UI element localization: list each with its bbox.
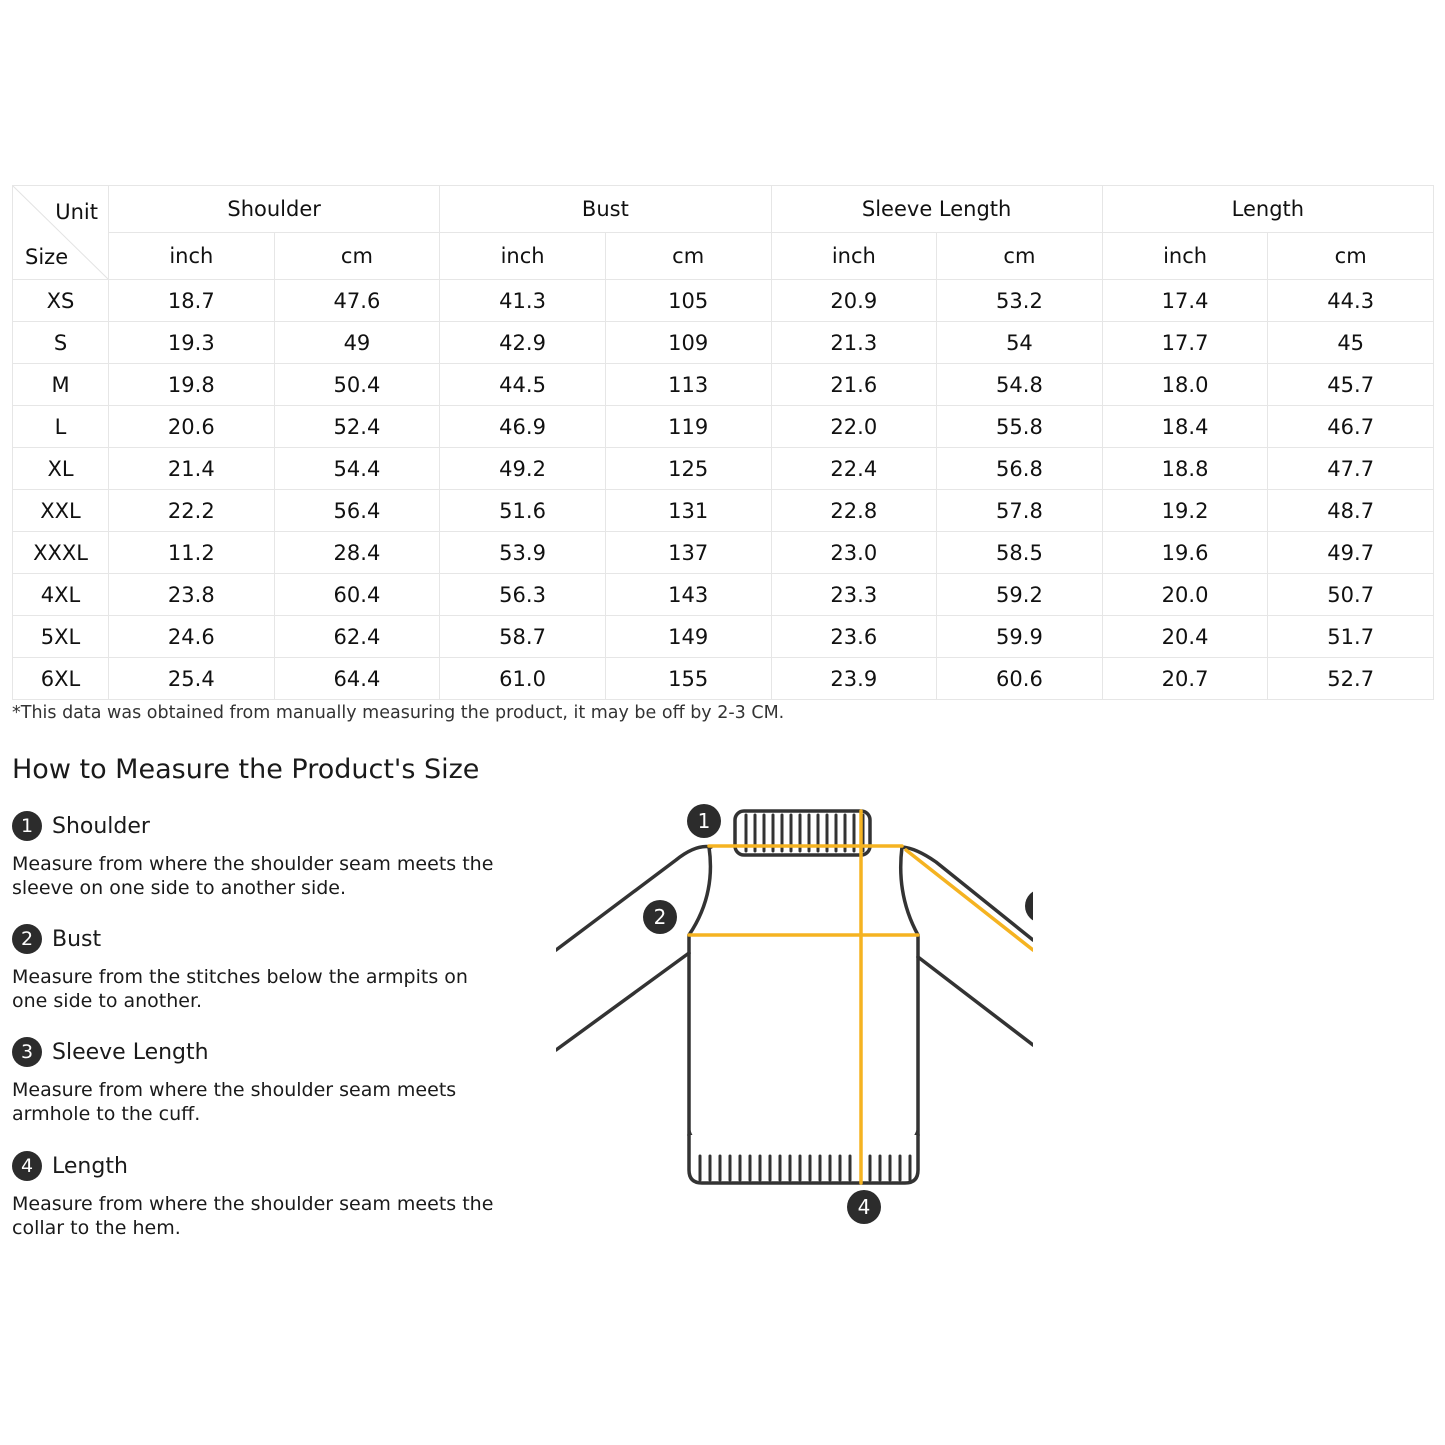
measurement-cell: 58.7 — [440, 616, 606, 658]
measurement-cell: 113 — [605, 364, 771, 406]
size-label-cell: XL — [13, 448, 109, 490]
measurement-cell: 47.6 — [274, 280, 440, 322]
measurement-cell: 21.6 — [771, 364, 937, 406]
measurement-cell: 23.3 — [771, 574, 937, 616]
measurement-cell: 58.5 — [937, 532, 1103, 574]
group-header-shoulder: Shoulder — [109, 186, 440, 233]
measurement-cell: 45 — [1268, 322, 1434, 364]
step-number-badge: 3 — [12, 1037, 42, 1067]
group-header-bust: Bust — [440, 186, 771, 233]
table-row — [13, 322, 1434, 364]
measurement-cell: 19.2 — [1102, 490, 1268, 532]
measurement-cell: 17.7 — [1102, 322, 1268, 364]
measurement-cell: 44.3 — [1268, 280, 1434, 322]
hem-band — [689, 1135, 918, 1183]
group-header-row — [13, 186, 1434, 233]
table-row — [13, 532, 1434, 574]
measurement-cell: 52.7 — [1268, 658, 1434, 700]
measurement-cell: 60.4 — [274, 574, 440, 616]
measurement-cell: 11.2 — [109, 532, 275, 574]
table-row — [13, 616, 1434, 658]
table-row — [13, 658, 1434, 700]
step-title: Bust — [52, 926, 102, 952]
marker-3-partial — [1025, 889, 1033, 923]
measurement-cell: 20.7 — [1102, 658, 1268, 700]
marker-1-label: 1 — [697, 809, 711, 833]
measurement-cell: 60.6 — [937, 658, 1103, 700]
measurement-cell: 119 — [605, 406, 771, 448]
measurement-cell: 125 — [605, 448, 771, 490]
corner-size-label: Size — [25, 245, 69, 269]
measurement-cell: 54.8 — [937, 364, 1103, 406]
unit-header: cm — [937, 233, 1103, 280]
unit-header: inch — [1102, 233, 1268, 280]
measurement-cell: 41.3 — [440, 280, 606, 322]
group-header-sleeve-length: Sleeve Length — [771, 186, 1102, 233]
step-sleeve-length — [12, 1036, 512, 1126]
size-label-cell: XS — [13, 280, 109, 322]
measurement-cell: 17.4 — [1102, 280, 1268, 322]
step-number-badge: 4 — [12, 1151, 42, 1181]
unit-header: cm — [1268, 233, 1434, 280]
measurement-cell: 28.4 — [274, 532, 440, 574]
marker-4-label: 4 — [857, 1195, 871, 1219]
measurement-cell: 42.9 — [440, 322, 606, 364]
measurement-cell: 20.4 — [1102, 616, 1268, 658]
measurement-cell: 19.8 — [109, 364, 275, 406]
size-label-cell: XXL — [13, 490, 109, 532]
step-number-badge: 1 — [12, 811, 42, 841]
measurement-cell: 54 — [937, 322, 1103, 364]
left-sleeve-bottom — [556, 953, 689, 1050]
measurement-cell: 19.6 — [1102, 532, 1268, 574]
measurement-cell: 23.0 — [771, 532, 937, 574]
size-label-cell: 6XL — [13, 658, 109, 700]
measurement-cell: 51.6 — [440, 490, 606, 532]
how-to-title: How to Measure the Product's Size — [12, 754, 480, 785]
table-body — [13, 280, 1434, 700]
step-bust — [12, 923, 512, 1013]
measurement-cell: 155 — [605, 658, 771, 700]
group-header-length: Length — [1102, 186, 1433, 233]
measurement-cell: 105 — [605, 280, 771, 322]
measurement-cell: 23.6 — [771, 616, 937, 658]
measurement-cell: 52.4 — [274, 406, 440, 448]
measurement-cell: 55.8 — [937, 406, 1103, 448]
measurement-cell: 44.5 — [440, 364, 606, 406]
measurement-cell: 56.3 — [440, 574, 606, 616]
size-label-cell: 5XL — [13, 616, 109, 658]
measurement-cell: 137 — [605, 532, 771, 574]
measurement-cell: 64.4 — [274, 658, 440, 700]
marker-2-label: 2 — [653, 905, 667, 929]
measurement-cell: 149 — [605, 616, 771, 658]
measurement-cell: 23.9 — [771, 658, 937, 700]
measurement-cell: 59.9 — [937, 616, 1103, 658]
garment-measurement-diagram — [556, 800, 1033, 1230]
size-label-cell: S — [13, 322, 109, 364]
step-description: Measure from where the shoulder seam meets armhole to the cuff. — [12, 1079, 457, 1125]
step-title: Sleeve Length — [52, 1039, 209, 1065]
size-chart-table — [12, 185, 1434, 700]
measurement-cell: 57.8 — [937, 490, 1103, 532]
measurement-cell: 22.4 — [771, 448, 937, 490]
marker-2 — [643, 900, 677, 934]
size-label-cell: M — [13, 364, 109, 406]
measurement-cell: 51.7 — [1268, 616, 1434, 658]
left-armhole — [689, 847, 710, 935]
measurement-cell: 59.2 — [937, 574, 1103, 616]
measurement-note: *This data was obtained from manually measuring the product, it may be off by 2-3 CM. — [12, 703, 785, 723]
body-sides — [689, 935, 918, 1135]
measurement-cell: 49.7 — [1268, 532, 1434, 574]
sleeve-measure-line — [906, 850, 1033, 950]
measurement-cell: 53.9 — [440, 532, 606, 574]
measurement-cell: 50.7 — [1268, 574, 1434, 616]
step-title: Length — [52, 1153, 128, 1179]
measurement-cell: 56.8 — [937, 448, 1103, 490]
unit-header: inch — [440, 233, 606, 280]
table-row — [13, 406, 1434, 448]
measurement-cell: 24.6 — [109, 616, 275, 658]
size-label-cell: XXXL — [13, 532, 109, 574]
measurement-cell: 56.4 — [274, 490, 440, 532]
measurement-cell: 109 — [605, 322, 771, 364]
measurement-cell: 50.4 — [274, 364, 440, 406]
measurement-cell: 20.6 — [109, 406, 275, 448]
unit-header: cm — [274, 233, 440, 280]
measurement-cell: 49 — [274, 322, 440, 364]
step-shoulder — [12, 810, 512, 900]
measurement-cell: 23.8 — [109, 574, 275, 616]
measurement-cell: 48.7 — [1268, 490, 1434, 532]
measurement-cell: 20.0 — [1102, 574, 1268, 616]
measurement-cell: 143 — [605, 574, 771, 616]
measurement-cell: 18.0 — [1102, 364, 1268, 406]
measurement-cell: 18.8 — [1102, 448, 1268, 490]
step-description: Measure from where the shoulder seam meets the collar to the hem. — [12, 1193, 494, 1239]
measurement-cell: 53.2 — [937, 280, 1103, 322]
table-row — [13, 364, 1434, 406]
measurement-cell: 54.4 — [274, 448, 440, 490]
measurement-cell: 20.9 — [771, 280, 937, 322]
measurement-cell: 21.4 — [109, 448, 275, 490]
size-label-cell: 4XL — [13, 574, 109, 616]
table-row — [13, 280, 1434, 322]
measurement-cell: 45.7 — [1268, 364, 1434, 406]
right-sleeve-bottom — [918, 957, 1033, 1045]
measurement-cell: 21.3 — [771, 322, 937, 364]
measurement-cell: 22.0 — [771, 406, 937, 448]
corner-cell — [13, 186, 109, 280]
corner-unit-label: Unit — [55, 200, 98, 224]
unit-header-row — [13, 233, 1434, 280]
step-title: Shoulder — [52, 813, 150, 839]
measurement-cell: 19.3 — [109, 322, 275, 364]
measurement-cell: 49.2 — [440, 448, 606, 490]
step-length — [12, 1150, 512, 1240]
step-description: Measure from where the shoulder seam meets the sleeve on one side to another side. — [12, 853, 494, 899]
measurement-cell: 62.4 — [274, 616, 440, 658]
marker-4 — [847, 1190, 881, 1224]
measurement-cell: 18.4 — [1102, 406, 1268, 448]
right-armhole — [901, 847, 918, 935]
table-row — [13, 574, 1434, 616]
measurement-cell: 46.9 — [440, 406, 606, 448]
measurement-cell: 131 — [605, 490, 771, 532]
measurement-cell: 25.4 — [109, 658, 275, 700]
measurement-cell: 18.7 — [109, 280, 275, 322]
measurement-cell: 46.7 — [1268, 406, 1434, 448]
unit-header: cm — [605, 233, 771, 280]
measurement-cell: 22.8 — [771, 490, 937, 532]
measurement-cell: 22.2 — [109, 490, 275, 532]
measurement-cell: 47.7 — [1268, 448, 1434, 490]
unit-header: inch — [109, 233, 275, 280]
step-number-badge: 2 — [12, 924, 42, 954]
marker-1 — [687, 804, 721, 838]
step-description: Measure from the stitches below the armpits on one side to another. — [12, 966, 468, 1012]
unit-header: inch — [771, 233, 937, 280]
table-row — [13, 448, 1434, 490]
size-label-cell: L — [13, 406, 109, 448]
table-row — [13, 490, 1434, 532]
measurement-cell: 61.0 — [440, 658, 606, 700]
sweater-illustration — [556, 800, 1033, 1230]
